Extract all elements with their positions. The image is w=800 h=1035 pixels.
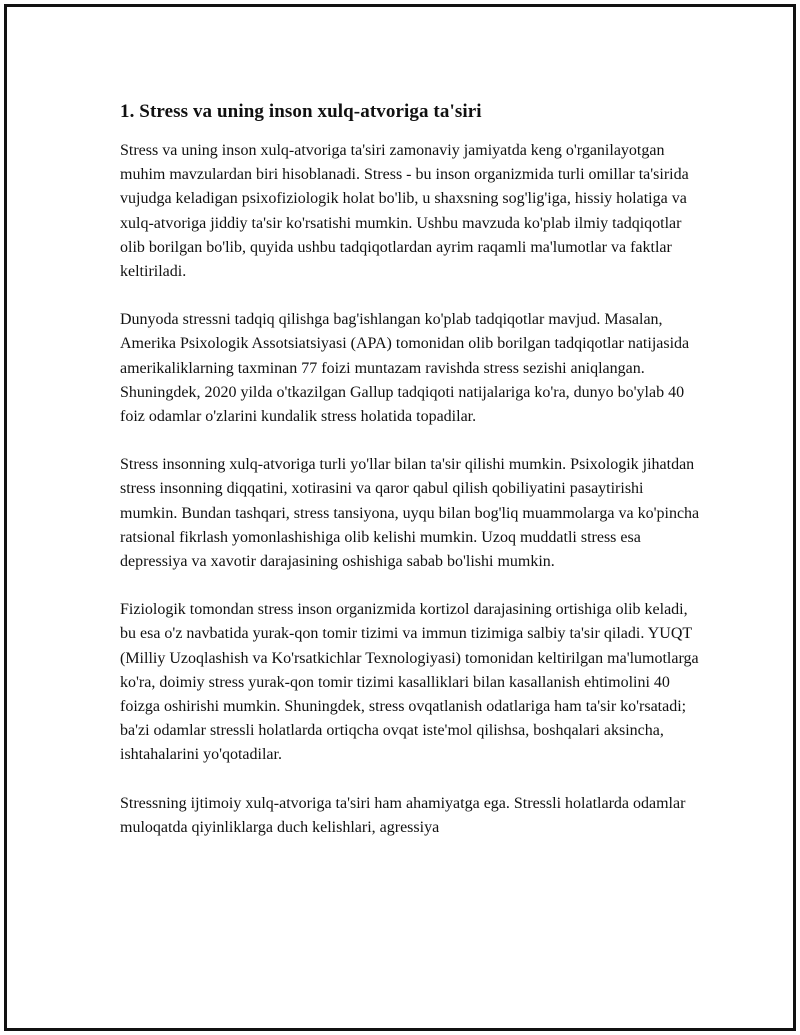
paragraph-3: Stress insonning xulq-atvoriga turli yo'llar bilan ta'sir qilishi mumkin. Psixologik jihatdan stress insonning diqqatini, xotirasini va qaror qabul qilish qobiliyatini pasaytirishi mumkin. Bundan tashqari, stress tansiyona, uyqu bilan bog'liq muammolarga va ko'pincha ratsional fikrlash yomonlashishiga olib kelishi mumkin. Uzoq muddatli stress esa depressiya va xavotir darajasining oshishiga sabab bo'lishi mumkin.: [120, 456, 700, 571]
page-frame: [4, 4, 796, 1031]
paragraph-2: Dunyoda stressni tadqiq qilishga bag'ishlangan ko'plab tadqiqotlar mavjud. Masalan, Amerika Psixologik Assotsiatsiyasi (APA) tomonidan olib borilgan tadqiqotlar natijasida amerikaliklarning taxminan 77 foizi muntazam ravishda stress sezishi aniqlangan. Shuningdek, 2020 yilda o'tkazilgan Gallup tadqiqoti natijalariga ko'ra, dunyo bo'ylab 40 foiz odamlar o'zlarini kundalik stress holatida topadilar.: [120, 311, 690, 426]
paragraph-5: Stressning ijtimoiy xulq-atvoriga ta'siri ham ahamiyatga ega. Stressli holatlarda odamlar muloqatda qiyinliklarga duch kelishlari, agressiya: [120, 794, 686, 836]
paragraph-4: Fiziologik tomondan stress inson organizmida kortizol darajasining ortishiga olib keladi, bu esa o'z navbatida yurak-qon tomir tizimi va immun tizimiga salbiy ta'sir qiladi. YUQT (Milliy Uzoqlashish va Ko'rsatkichlar Texnologiyasi) tomonidan keltirilgan ma'lumotlarga ko'ra, doimiy stress yurak-qon tomir tizimi kasalliklari bilan kasallanish ehtimolini 40 foizga oshirishi mumkin. Shuningdek, stress ovqatlanish odatlariga ham ta'sir ko'rsatadi; ba'zi odamlar stressli holatlarda ortiqcha ovqat iste'mol qilishsa, boshqalari aksincha, ishtahalarini yo'qotadilar.: [120, 601, 699, 764]
section-heading: 1. Stress va uning inson xulq-atvoriga ta'siri: [120, 101, 482, 122]
document-body: [120, 99, 700, 864]
paragraph-1: Stress va uning inson xulq-atvoriga ta'siri zamonaviy jamiyatda keng o'rganilayotgan muhim mavzulardan biri hisoblanadi. Stress - bu inson organizmida turli omillar ta'sirida vujudga keladigan psixofiziologik holat bo'lib, u shaxsning sog'lig'iga, hissiy holatiga va xulq-atvoriga jiddiy ta'sir ko'rsatishi mumkin. Ushbu mavzuda ko'plab ilmiy tadqiqotlar olib borilgan bo'lib, quyida ushbu tadqiqotlardan ayrim raqamli ma'lumotlar va faktlar keltiriladi.: [120, 142, 689, 281]
